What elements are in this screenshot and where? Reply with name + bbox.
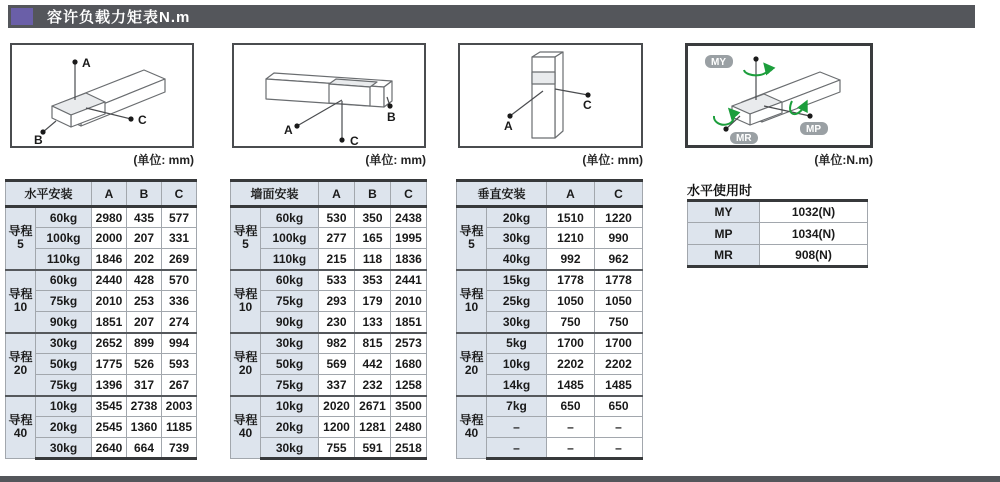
load-cell: 30kg bbox=[487, 312, 547, 333]
column-header-a: A bbox=[92, 181, 127, 207]
column-header-c: C bbox=[162, 181, 197, 207]
table-row bbox=[688, 223, 868, 245]
value-cell: 1485 bbox=[547, 375, 595, 396]
value-cell: 570 bbox=[162, 270, 197, 291]
lead-cell: 导程40 bbox=[457, 396, 487, 459]
load-cell: 10kg bbox=[261, 396, 319, 417]
unit-label-mm-1: (单位: mm) bbox=[133, 153, 194, 167]
moment-table-title: 水平使用时 bbox=[687, 183, 753, 198]
value-cell: 267 bbox=[162, 375, 197, 396]
load-cell: 60kg bbox=[36, 270, 92, 291]
load-cell: 20kg bbox=[261, 417, 319, 438]
table-title-cell: 垂直安装 bbox=[457, 181, 547, 207]
load-cell: 15kg bbox=[487, 270, 547, 291]
diagram-horizontal-mount bbox=[10, 43, 194, 148]
lead-cell: 导程5 bbox=[6, 207, 36, 270]
column-header-a: A bbox=[547, 181, 595, 207]
load-cell: 14kg bbox=[487, 375, 547, 396]
point-label-c: C bbox=[350, 134, 359, 146]
value-cell: 1485 bbox=[595, 375, 643, 396]
value-cell: 232 bbox=[355, 375, 391, 396]
value-cell: 1396 bbox=[92, 375, 127, 396]
value-cell: 1050 bbox=[595, 291, 643, 312]
value-cell: 353 bbox=[355, 270, 391, 291]
value-cell: 2440 bbox=[92, 270, 127, 291]
value-cell: 442 bbox=[355, 354, 391, 375]
table-row bbox=[457, 333, 643, 354]
moment-label-mr: MR bbox=[736, 133, 752, 144]
value-cell: – bbox=[547, 438, 595, 459]
value-cell: 207 bbox=[127, 312, 162, 333]
moment-label-cell: MP bbox=[688, 223, 760, 245]
diagram-wall-mount bbox=[232, 43, 426, 148]
page-title: 容许负载力矩表N.m bbox=[47, 9, 191, 26]
value-cell: 336 bbox=[162, 291, 197, 312]
table-title-cell: 水平安装 bbox=[6, 181, 92, 207]
value-cell: 650 bbox=[547, 396, 595, 417]
lead-cell: 导程40 bbox=[231, 396, 261, 459]
diagram-moment-directions bbox=[685, 43, 873, 148]
value-cell: 1778 bbox=[595, 270, 643, 291]
value-cell: – bbox=[547, 417, 595, 438]
load-cell: 30kg bbox=[487, 228, 547, 249]
value-cell: 1185 bbox=[162, 417, 197, 438]
lead-cell: 导程20 bbox=[231, 333, 261, 396]
value-cell: 274 bbox=[162, 312, 197, 333]
lead-cell: 导程5 bbox=[457, 207, 487, 270]
value-cell: 2738 bbox=[127, 396, 162, 417]
load-cell: 110kg bbox=[36, 249, 92, 270]
lead-cell: 导程10 bbox=[231, 270, 261, 333]
value-cell: 593 bbox=[162, 354, 197, 375]
load-cell: 75kg bbox=[261, 291, 319, 312]
value-cell: 569 bbox=[319, 354, 355, 375]
table-row bbox=[6, 270, 197, 291]
table-vertical-mount bbox=[456, 179, 643, 460]
value-cell: 1510 bbox=[547, 207, 595, 228]
value-cell: 350 bbox=[355, 207, 391, 228]
value-cell: 1680 bbox=[391, 354, 427, 375]
value-cell: 2652 bbox=[92, 333, 127, 354]
load-cell: 50kg bbox=[36, 354, 92, 375]
table-row bbox=[231, 396, 427, 417]
value-cell: 526 bbox=[127, 354, 162, 375]
value-cell: 202 bbox=[127, 249, 162, 270]
load-cell: 7kg bbox=[487, 396, 547, 417]
value-cell: 1700 bbox=[547, 333, 595, 354]
value-cell: 337 bbox=[319, 375, 355, 396]
table-row bbox=[231, 291, 427, 312]
value-cell: 2202 bbox=[547, 354, 595, 375]
value-cell: 650 bbox=[595, 396, 643, 417]
value-cell: 215 bbox=[319, 249, 355, 270]
value-cell: 1360 bbox=[127, 417, 162, 438]
table-row bbox=[231, 207, 427, 228]
lead-cell: 导程20 bbox=[6, 333, 36, 396]
value-cell: 3500 bbox=[391, 396, 427, 417]
table-row bbox=[457, 270, 643, 291]
horizontal-mount-sketch bbox=[12, 45, 192, 146]
value-cell: 1700 bbox=[595, 333, 643, 354]
value-cell: 2020 bbox=[319, 396, 355, 417]
value-cell: 899 bbox=[127, 333, 162, 354]
value-cell: 755 bbox=[319, 438, 355, 459]
value-cell: 2640 bbox=[92, 438, 127, 459]
value-cell: 3545 bbox=[92, 396, 127, 417]
column-header-c: C bbox=[595, 181, 643, 207]
column-header-b: B bbox=[127, 181, 162, 207]
value-cell: 293 bbox=[319, 291, 355, 312]
vertical-mount-sketch bbox=[460, 45, 641, 146]
table-row bbox=[231, 417, 427, 438]
table-row bbox=[6, 333, 197, 354]
load-cell: 40kg bbox=[487, 249, 547, 270]
load-cell: 20kg bbox=[36, 417, 92, 438]
table-row bbox=[231, 375, 427, 396]
value-cell: 1281 bbox=[355, 417, 391, 438]
value-cell: 2480 bbox=[391, 417, 427, 438]
lead-cell: 导程40 bbox=[6, 396, 36, 459]
load-cell: 110kg bbox=[261, 249, 319, 270]
value-cell: 2441 bbox=[391, 270, 427, 291]
value-cell: 962 bbox=[595, 249, 643, 270]
lead-cell: 导程20 bbox=[457, 333, 487, 396]
value-cell: 317 bbox=[127, 375, 162, 396]
moment-label-my: MY bbox=[711, 57, 726, 68]
load-cell: 100kg bbox=[36, 228, 92, 249]
diagram-vertical-mount bbox=[458, 43, 643, 148]
load-cell: 10kg bbox=[487, 354, 547, 375]
table-row bbox=[231, 228, 427, 249]
point-label-b: B bbox=[34, 133, 43, 146]
table-row bbox=[231, 438, 427, 459]
load-cell: 20kg bbox=[487, 207, 547, 228]
moment-value-cell: 1034(N) bbox=[760, 223, 868, 245]
value-cell: 1220 bbox=[595, 207, 643, 228]
value-cell: 1851 bbox=[92, 312, 127, 333]
table-row bbox=[688, 201, 868, 223]
table-row bbox=[688, 245, 868, 267]
value-cell: – bbox=[595, 438, 643, 459]
value-cell: 2003 bbox=[162, 396, 197, 417]
moment-label-mp: MP bbox=[806, 124, 821, 135]
bottom-divider-bar bbox=[0, 476, 1000, 482]
value-cell: 277 bbox=[319, 228, 355, 249]
title-bar bbox=[8, 5, 975, 28]
value-cell: 133 bbox=[355, 312, 391, 333]
load-cell: 60kg bbox=[261, 270, 319, 291]
value-cell: 1846 bbox=[92, 249, 127, 270]
value-cell: 2010 bbox=[92, 291, 127, 312]
wall-mount-sketch bbox=[234, 45, 424, 146]
lead-cell: 导程10 bbox=[457, 270, 487, 333]
table-row bbox=[6, 396, 197, 417]
value-cell: 207 bbox=[127, 228, 162, 249]
value-cell: 530 bbox=[319, 207, 355, 228]
value-cell: 750 bbox=[547, 312, 595, 333]
load-cell: 60kg bbox=[261, 207, 319, 228]
table-row bbox=[231, 249, 427, 270]
value-cell: 435 bbox=[127, 207, 162, 228]
table-row bbox=[231, 333, 427, 354]
table-row bbox=[231, 354, 427, 375]
column-header-c: C bbox=[391, 181, 427, 207]
value-cell: 1778 bbox=[547, 270, 595, 291]
load-cell: 50kg bbox=[261, 354, 319, 375]
value-cell: 533 bbox=[319, 270, 355, 291]
load-cell: – bbox=[487, 438, 547, 459]
value-cell: 428 bbox=[127, 270, 162, 291]
load-cell: 75kg bbox=[36, 291, 92, 312]
table-horizontal-moments bbox=[687, 199, 868, 268]
value-cell: 2010 bbox=[391, 291, 427, 312]
table-horizontal-mount bbox=[5, 179, 197, 460]
value-cell: 992 bbox=[547, 249, 595, 270]
value-cell: 815 bbox=[355, 333, 391, 354]
table-title-cell: 墙面安装 bbox=[231, 181, 319, 207]
point-label-c: C bbox=[138, 113, 147, 127]
load-cell: 30kg bbox=[261, 333, 319, 354]
value-cell: 1210 bbox=[547, 228, 595, 249]
value-cell: 2545 bbox=[92, 417, 127, 438]
column-header-b: B bbox=[355, 181, 391, 207]
value-cell: 1775 bbox=[92, 354, 127, 375]
moment-value-cell: 1032(N) bbox=[760, 201, 868, 223]
value-cell: – bbox=[595, 417, 643, 438]
value-cell: 739 bbox=[162, 438, 197, 459]
title-accent-square bbox=[11, 8, 33, 25]
point-label-a: A bbox=[82, 56, 91, 70]
lead-cell: 导程10 bbox=[6, 270, 36, 333]
table-wall-mount bbox=[230, 179, 427, 460]
value-cell: 1050 bbox=[547, 291, 595, 312]
point-label-a: A bbox=[284, 123, 293, 137]
load-cell: 30kg bbox=[261, 438, 319, 459]
load-cell: 75kg bbox=[36, 375, 92, 396]
load-cell: 30kg bbox=[36, 333, 92, 354]
value-cell: 990 bbox=[595, 228, 643, 249]
value-cell: 1200 bbox=[319, 417, 355, 438]
value-cell: 331 bbox=[162, 228, 197, 249]
value-cell: 2000 bbox=[92, 228, 127, 249]
table-row bbox=[231, 270, 427, 291]
table-row bbox=[6, 207, 197, 228]
value-cell: 2573 bbox=[391, 333, 427, 354]
point-label-c: C bbox=[583, 98, 592, 112]
value-cell: 253 bbox=[127, 291, 162, 312]
value-cell: 269 bbox=[162, 249, 197, 270]
load-cell: 100kg bbox=[261, 228, 319, 249]
moment-value-cell: 908(N) bbox=[760, 245, 868, 267]
unit-label-nm: (单位:N.m) bbox=[814, 153, 873, 167]
value-cell: 2980 bbox=[92, 207, 127, 228]
value-cell: 750 bbox=[595, 312, 643, 333]
value-cell: 230 bbox=[319, 312, 355, 333]
load-cell: 5kg bbox=[487, 333, 547, 354]
table-row bbox=[231, 312, 427, 333]
load-cell: 90kg bbox=[261, 312, 319, 333]
value-cell: 664 bbox=[127, 438, 162, 459]
load-cell: 90kg bbox=[36, 312, 92, 333]
value-cell: 1851 bbox=[391, 312, 427, 333]
point-label-b: B bbox=[387, 110, 396, 124]
value-cell: 1258 bbox=[391, 375, 427, 396]
load-cell: 25kg bbox=[487, 291, 547, 312]
moment-label-cell: MR bbox=[688, 245, 760, 267]
point-label-a: A bbox=[504, 119, 513, 133]
unit-label-mm-3: (单位: mm) bbox=[582, 153, 643, 167]
load-cell: 75kg bbox=[261, 375, 319, 396]
load-cell: 30kg bbox=[36, 438, 92, 459]
value-cell: 165 bbox=[355, 228, 391, 249]
load-cell: – bbox=[487, 417, 547, 438]
column-header-a: A bbox=[319, 181, 355, 207]
value-cell: 118 bbox=[355, 249, 391, 270]
value-cell: 179 bbox=[355, 291, 391, 312]
value-cell: 1836 bbox=[391, 249, 427, 270]
value-cell: 2438 bbox=[391, 207, 427, 228]
moment-directions-sketch bbox=[688, 46, 870, 145]
value-cell: 982 bbox=[319, 333, 355, 354]
table-row bbox=[457, 396, 643, 417]
value-cell: 2671 bbox=[355, 396, 391, 417]
value-cell: 2202 bbox=[595, 354, 643, 375]
unit-label-mm-2: (单位: mm) bbox=[365, 153, 426, 167]
lead-cell: 导程5 bbox=[231, 207, 261, 270]
load-cell: 10kg bbox=[36, 396, 92, 417]
moment-label-cell: MY bbox=[688, 201, 760, 223]
load-cell: 60kg bbox=[36, 207, 92, 228]
value-cell: 994 bbox=[162, 333, 197, 354]
value-cell: 2518 bbox=[391, 438, 427, 459]
value-cell: 1995 bbox=[391, 228, 427, 249]
value-cell: 577 bbox=[162, 207, 197, 228]
table-row bbox=[457, 207, 643, 228]
value-cell: 591 bbox=[355, 438, 391, 459]
